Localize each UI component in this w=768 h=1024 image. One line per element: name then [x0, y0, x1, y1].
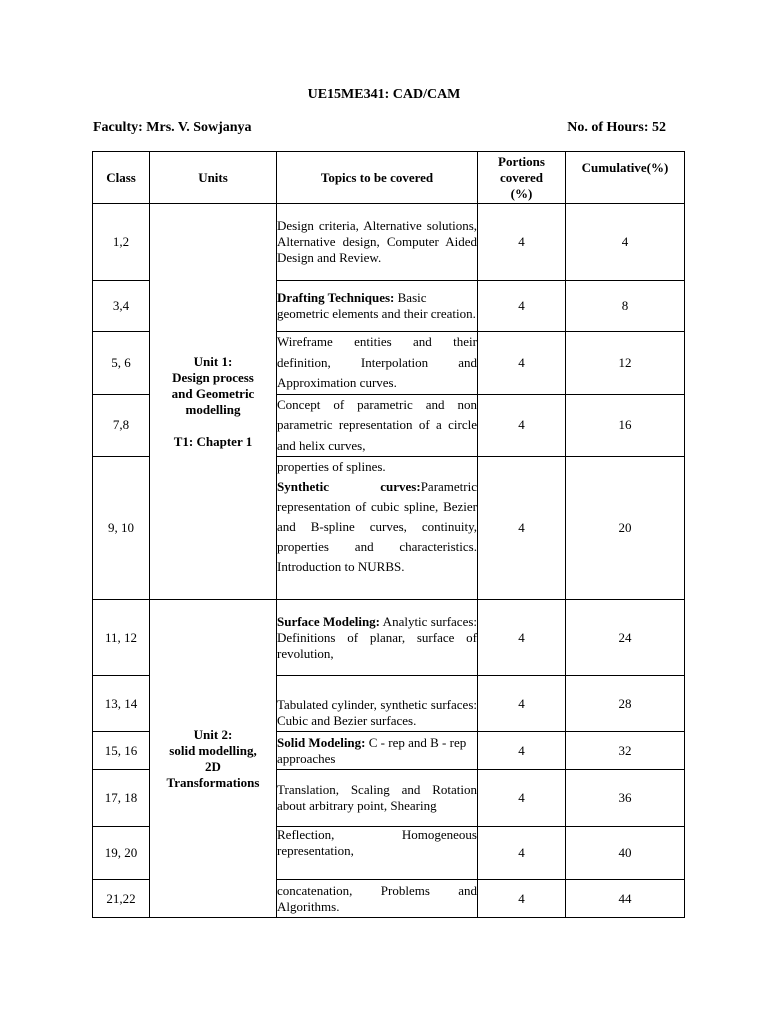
cumulative-cell: 4: [566, 204, 685, 281]
cumulative-cell: 16: [566, 394, 685, 457]
course-plan-table: [92, 151, 685, 918]
class-cell: 15, 16: [93, 732, 150, 770]
topic-cell: [277, 281, 478, 332]
topic-text: Design criteria, Alternative solutions, Alternative design, Computer Aided Design and Review.: [277, 218, 477, 265]
topic-cell: [277, 600, 478, 676]
cumulative-cell: 12: [566, 332, 685, 395]
topic-text: C - rep and B - rep approaches: [277, 734, 467, 766]
portion-cell: 4: [478, 394, 566, 457]
portions-header-line: Portions: [498, 153, 545, 169]
unit-label: modelling: [185, 401, 241, 417]
class-cell: 17, 18: [93, 770, 150, 827]
portion-cell: 4: [478, 770, 566, 827]
portion-cell: 4: [478, 332, 566, 395]
cumulative-cell: 40: [566, 827, 685, 880]
topic-cell: [277, 676, 478, 732]
portions-header-line: (%): [510, 185, 533, 201]
topic-text: Concept of parametric and non parametric representation of a circle and helix curves,: [277, 396, 477, 453]
class-cell: 21,22: [93, 880, 150, 918]
class-cell: 7,8: [93, 394, 150, 457]
class-cell: 13, 14: [93, 676, 150, 732]
column-header-portions: [478, 152, 566, 204]
portions-header-line: covered: [499, 169, 544, 185]
unit-label: Unit 1:: [193, 353, 233, 369]
topic-text: Basic geometric elements and their creation.: [277, 290, 476, 321]
number-of-hours: No. of Hours: 52: [567, 120, 666, 135]
topic-text: Reflection, Homogeneous representation,: [277, 827, 477, 858]
class-cell: 9, 10: [93, 457, 150, 600]
faculty-name: Faculty: Mrs. V. Sowjanya: [93, 120, 252, 135]
class-cell: 19, 20: [93, 827, 150, 880]
topic-text: properties of splines.: [277, 459, 386, 474]
topic-bold-text: Solid Modeling:: [277, 734, 366, 750]
topic-bold-text: Surface Modeling:: [277, 613, 381, 629]
cumulative-cell: 36: [566, 770, 685, 827]
topic-text: concatenation, Problems and Algorithms.: [277, 883, 477, 914]
portion-cell: 4: [478, 457, 566, 600]
cumulative-cell: 28: [566, 676, 685, 732]
unit-reference: T1: Chapter 1: [173, 433, 253, 449]
portion-cell: 4: [478, 281, 566, 332]
topic-bold-text: Drafting Techniques:: [277, 290, 395, 305]
topic-cell: [277, 204, 478, 281]
portion-cell: 4: [478, 600, 566, 676]
cumulative-cell: 8: [566, 281, 685, 332]
portion-cell: 4: [478, 880, 566, 918]
unit-label: Unit 2:: [193, 726, 233, 742]
portion-cell: 4: [478, 676, 566, 732]
table-header-row: [93, 152, 685, 204]
unit-label: and Geometric: [171, 385, 255, 401]
table-row: [93, 204, 685, 281]
topic-text: Analytic surfaces: Definitions of planar, surface of revolution,: [277, 613, 478, 661]
topic-text: Wireframe entities and their definition, Interpolation and Approximation curves.: [277, 334, 477, 390]
topic-text: Tabulated cylinder, synthetic surfaces: Cubic and Bezier surfaces.: [277, 697, 477, 728]
table-row: [93, 600, 685, 676]
topic-text: Translation, Scaling and Rotation about arbitrary point, Shearing: [277, 782, 477, 813]
topic-text: Parametric representation of cubic spline, Bezier and B-spline curves, continuity, properties and characteristics. Introduction to NURBS.: [277, 479, 477, 574]
cumulative-cell: 32: [566, 732, 685, 770]
column-header-class: Class: [93, 152, 150, 204]
topic-cell: [277, 770, 478, 827]
column-header-cumulative: Cumulative(%): [566, 152, 685, 204]
class-cell: 3,4: [93, 281, 150, 332]
cumulative-cell: 24: [566, 600, 685, 676]
column-header-units: Units: [150, 152, 277, 204]
unit-label: 2D: [205, 758, 221, 774]
unit-label: solid modelling,: [169, 742, 257, 758]
unit-label: Design process: [172, 369, 254, 385]
topic-bold-text: Synthetic curves:: [277, 479, 421, 494]
unit-1-cell: [150, 204, 277, 600]
topic-cell: [277, 732, 478, 770]
class-cell: 11, 12: [93, 600, 150, 676]
unit-label: Transformations: [166, 774, 260, 790]
topic-cell: [277, 394, 478, 457]
class-cell: 5, 6: [93, 332, 150, 395]
unit-2-cell: [150, 600, 277, 918]
cumulative-cell: 20: [566, 457, 685, 600]
cumulative-cell: 44: [566, 880, 685, 918]
column-header-topics: Topics to be covered: [277, 152, 478, 204]
topic-cell: [277, 332, 478, 395]
topic-cell: [277, 880, 478, 918]
portion-cell: 4: [478, 732, 566, 770]
class-cell: 1,2: [93, 204, 150, 281]
portion-cell: 4: [478, 827, 566, 880]
topic-cell: [277, 827, 478, 880]
portion-cell: 4: [478, 204, 566, 281]
document-title: UE15ME341: CAD/CAM: [307, 87, 461, 102]
topic-cell: [277, 457, 478, 600]
